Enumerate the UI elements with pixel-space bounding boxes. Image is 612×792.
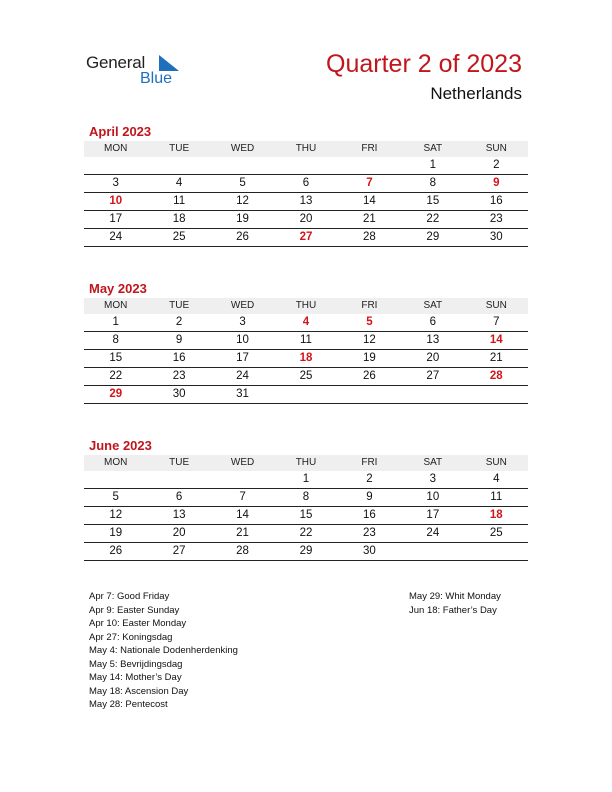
day-cell: 28	[338, 229, 401, 247]
month-block-june	[84, 436, 528, 561]
day-cell: 4	[147, 175, 210, 193]
day-cell: 8	[401, 175, 464, 193]
day-cell	[211, 157, 274, 175]
weekday-header: FRI	[338, 455, 401, 471]
day-cell: 22	[401, 211, 464, 229]
day-cell: 28	[465, 368, 528, 386]
week-row	[84, 543, 528, 561]
weekday-header: MON	[84, 141, 147, 157]
week-row	[84, 193, 528, 211]
month-calendar	[84, 298, 528, 404]
weekday-header: TUE	[147, 298, 210, 314]
day-cell: 16	[147, 350, 210, 368]
day-cell	[147, 157, 210, 175]
day-cell: 20	[147, 525, 210, 543]
week-row	[84, 350, 528, 368]
holiday-item: May 28: Pentecost	[89, 699, 168, 710]
day-cell	[401, 543, 464, 561]
day-cell: 30	[147, 386, 210, 404]
day-cell: 21	[465, 350, 528, 368]
day-cell: 1	[401, 157, 464, 175]
week-row	[84, 332, 528, 350]
weekday-header: WED	[211, 455, 274, 471]
day-cell	[401, 386, 464, 404]
holiday-list-right	[409, 590, 501, 617]
day-cell: 2	[465, 157, 528, 175]
holiday-item: Apr 9: Easter Sunday	[89, 604, 180, 616]
month-title: June 2023	[89, 438, 152, 453]
day-cell: 19	[338, 350, 401, 368]
weekday-header: THU	[274, 455, 337, 471]
day-cell	[84, 157, 147, 175]
holiday-item: Apr 7: Good Friday	[89, 591, 170, 602]
day-cell: 23	[147, 368, 210, 386]
week-row	[84, 157, 528, 175]
month-calendar	[84, 141, 528, 247]
logo-blue-text: Blue	[140, 70, 173, 87]
day-cell: 25	[147, 229, 210, 247]
weekday-header: THU	[274, 298, 337, 314]
weekday-header: FRI	[338, 298, 401, 314]
day-cell: 17	[401, 507, 464, 525]
month-calendar	[84, 455, 528, 561]
day-cell: 16	[338, 507, 401, 525]
day-cell: 25	[274, 368, 337, 386]
day-cell: 11	[274, 332, 337, 350]
day-cell: 26	[211, 229, 274, 247]
weekday-header-row	[84, 298, 528, 314]
day-cell: 19	[211, 211, 274, 229]
day-cell: 6	[274, 175, 337, 193]
country-name: Netherlands	[430, 84, 522, 103]
day-cell: 18	[465, 507, 528, 525]
weekday-header: SUN	[465, 141, 528, 157]
day-cell: 4	[465, 471, 528, 489]
day-cell: 14	[465, 332, 528, 350]
day-cell: 24	[211, 368, 274, 386]
day-cell: 20	[274, 211, 337, 229]
day-cell: 11	[147, 193, 210, 211]
day-cell	[465, 543, 528, 561]
weekday-header: MON	[84, 455, 147, 471]
day-cell: 28	[211, 543, 274, 561]
weekday-header: SAT	[401, 455, 464, 471]
day-cell: 14	[338, 193, 401, 211]
weekday-header: SAT	[401, 141, 464, 157]
day-cell: 19	[84, 525, 147, 543]
day-cell: 6	[147, 489, 210, 507]
holiday-list-left	[89, 590, 238, 712]
day-cell: 12	[211, 193, 274, 211]
week-row	[84, 507, 528, 525]
weekday-header: SAT	[401, 298, 464, 314]
day-cell: 6	[401, 314, 464, 332]
week-row	[84, 314, 528, 332]
week-row	[84, 175, 528, 193]
day-cell	[211, 471, 274, 489]
day-cell: 29	[84, 386, 147, 404]
day-cell: 15	[401, 193, 464, 211]
holiday-item: May 5: Bevrijdingsdag	[89, 658, 183, 670]
day-cell: 12	[338, 332, 401, 350]
day-cell: 14	[211, 507, 274, 525]
day-cell: 9	[465, 175, 528, 193]
month-title: May 2023	[89, 281, 147, 296]
weekday-header: TUE	[147, 455, 210, 471]
day-cell: 15	[84, 350, 147, 368]
day-cell: 12	[84, 507, 147, 525]
day-cell: 7	[338, 175, 401, 193]
day-cell: 7	[465, 314, 528, 332]
day-cell: 13	[274, 193, 337, 211]
day-cell: 15	[274, 507, 337, 525]
day-cell	[84, 471, 147, 489]
day-cell: 16	[465, 193, 528, 211]
logo-triangle-icon	[159, 55, 179, 71]
holiday-item: Jun 18: Father’s Day	[409, 604, 497, 616]
holiday-item: May 14: Mother’s Day	[89, 672, 182, 683]
weekday-header: WED	[211, 298, 274, 314]
week-row	[84, 229, 528, 247]
day-cell: 3	[401, 471, 464, 489]
day-cell: 18	[274, 350, 337, 368]
week-row	[84, 211, 528, 229]
holiday-item: Apr 27: Koningsdag	[89, 631, 173, 643]
week-row	[84, 489, 528, 507]
day-cell: 23	[465, 211, 528, 229]
day-cell: 26	[84, 543, 147, 561]
week-row	[84, 471, 528, 489]
day-cell: 13	[401, 332, 464, 350]
day-cell: 22	[84, 368, 147, 386]
day-cell: 10	[401, 489, 464, 507]
day-cell: 26	[338, 368, 401, 386]
month-title: April 2023	[89, 124, 152, 139]
week-row	[84, 368, 528, 386]
weekday-header: TUE	[147, 141, 210, 157]
logo	[86, 53, 186, 89]
day-cell	[338, 386, 401, 404]
day-cell: 18	[147, 211, 210, 229]
day-cell: 5	[211, 175, 274, 193]
day-cell	[465, 386, 528, 404]
holiday-item: May 4: Nationale Dodenherdenking	[89, 645, 238, 656]
day-cell	[338, 157, 401, 175]
holiday-item: Apr 10: Easter Monday	[89, 618, 187, 629]
week-row	[84, 525, 528, 543]
day-cell: 2	[147, 314, 210, 332]
day-cell: 31	[211, 386, 274, 404]
day-cell: 17	[211, 350, 274, 368]
day-cell: 30	[465, 229, 528, 247]
day-cell: 13	[147, 507, 210, 525]
day-cell: 5	[338, 314, 401, 332]
weekday-header: SUN	[465, 455, 528, 471]
day-cell: 25	[465, 525, 528, 543]
holiday-item: May 29: Whit Monday	[409, 591, 501, 602]
day-cell: 29	[274, 543, 337, 561]
day-cell: 2	[338, 471, 401, 489]
day-cell: 11	[465, 489, 528, 507]
holiday-item: May 18: Ascension Day	[89, 685, 189, 697]
day-cell: 27	[147, 543, 210, 561]
weekday-header: MON	[84, 298, 147, 314]
weekday-header-row	[84, 141, 528, 157]
day-cell: 8	[274, 489, 337, 507]
day-cell: 8	[84, 332, 147, 350]
month-block-april	[84, 122, 528, 247]
day-cell: 20	[401, 350, 464, 368]
day-cell	[147, 471, 210, 489]
day-cell: 1	[274, 471, 337, 489]
day-cell: 30	[338, 543, 401, 561]
day-cell: 9	[338, 489, 401, 507]
day-cell	[274, 386, 337, 404]
day-cell: 27	[274, 229, 337, 247]
weekday-header: SUN	[465, 298, 528, 314]
day-cell: 5	[84, 489, 147, 507]
month-block-may	[84, 279, 528, 404]
day-cell	[274, 157, 337, 175]
day-cell: 24	[84, 229, 147, 247]
logo-general-text: General	[86, 53, 146, 72]
day-cell: 17	[84, 211, 147, 229]
page-title: Quarter 2 of 2023	[326, 50, 522, 78]
weekday-header: WED	[211, 141, 274, 157]
day-cell: 24	[401, 525, 464, 543]
day-cell: 21	[338, 211, 401, 229]
day-cell: 4	[274, 314, 337, 332]
day-cell: 27	[401, 368, 464, 386]
day-cell: 29	[401, 229, 464, 247]
weekday-header: FRI	[338, 141, 401, 157]
day-cell: 9	[147, 332, 210, 350]
day-cell: 23	[338, 525, 401, 543]
weekday-header-row	[84, 455, 528, 471]
weekday-header: THU	[274, 141, 337, 157]
day-cell: 7	[211, 489, 274, 507]
day-cell: 10	[211, 332, 274, 350]
day-cell: 22	[274, 525, 337, 543]
day-cell: 3	[84, 175, 147, 193]
day-cell: 3	[211, 314, 274, 332]
week-row	[84, 386, 528, 404]
day-cell: 21	[211, 525, 274, 543]
day-cell: 1	[84, 314, 147, 332]
day-cell: 10	[84, 193, 147, 211]
